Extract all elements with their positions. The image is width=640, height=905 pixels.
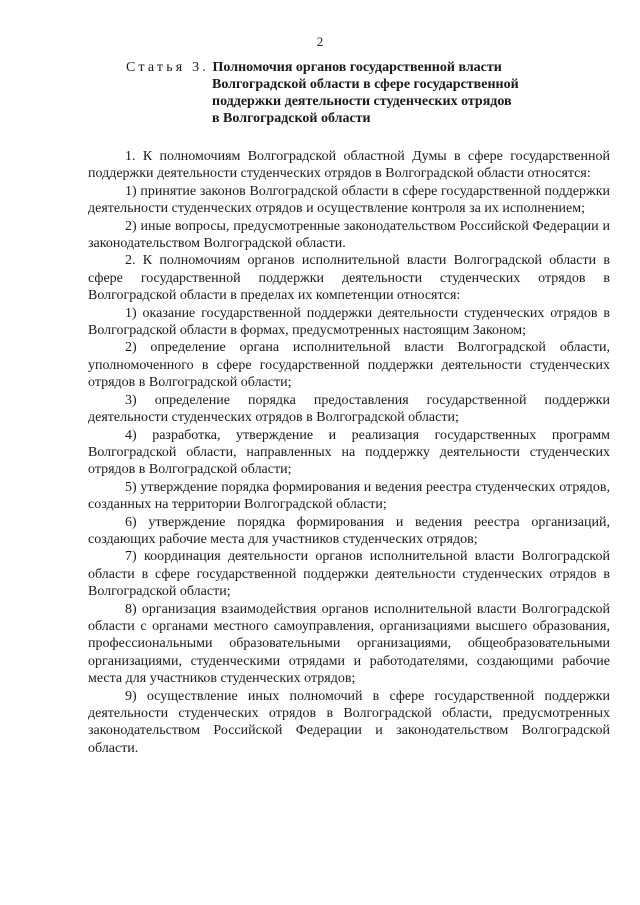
paragraph-executive-item-7: 7) координация деятельности органов исполнительной власти Волгоградской области в сфере государственной поддержки деятельности студенческих отрядов в Волгоградской области; [88, 549, 610, 600]
paragraph-executive-powers: 2. К полномочиям органов исполнительной власти Волгоградской области в сфере государственной поддержки деятельности студенческих отрядов в Волгоградской области в пределах их компетенции относятся: [88, 253, 610, 304]
article-title-line-3: поддержки деятельности студенческих отрядов [212, 94, 512, 109]
paragraph-executive-item-9: 9) осуществление иных полномочий в сфере государственной поддержки деятельности студенческих отрядов в Волгоградской области, предусмотренных законодательством Российской Федерации и законодательством Волгоградской области. [88, 688, 610, 756]
article-title-line-2: Волгоградской области в сфере государственной [212, 77, 519, 92]
article-label: Статья 3. [126, 60, 210, 75]
paragraph-executive-item-5: 5) утверждение порядка формирования и ведения реестра студенческих отрядов, созданных на территории Волгоградской области; [88, 479, 610, 513]
article-title-line-4: в Волгоградской области [212, 111, 371, 126]
paragraph-executive-item-4: 4) разработка, утверждение и реализация государственных программ Волгоградской области, направленных на поддержку деятельности студенческих отрядов в Волгоградской области; [88, 427, 610, 478]
article-heading-first-line [126, 59, 546, 76]
article-body [88, 148, 610, 757]
paragraph-duma-powers: 1. К полномочиям Волгоградской областной Думы в сфере государственной поддержки деятельности студенческих отрядов в Волгоградской области относятся: [88, 149, 610, 182]
paragraph-executive-item-1: 1) оказание государственной поддержки деятельности студенческих отрядов в Волгоградской области в формах, предусмотренных настоящим Законом; [88, 305, 610, 339]
paragraph-duma-item-1: 1) принятие законов Волгоградской области в сфере государственной поддержки деятельности студенческих отрядов и осуществление контроля за их исполнением; [88, 183, 610, 217]
article-title-line-1: Полномочия органов государственной власти [212, 60, 502, 75]
page-number: 2 [316, 34, 324, 49]
article-heading [126, 59, 546, 127]
paragraph-executive-item-8: 8) организация взаимодействия органов исполнительной власти Волгоградской области с органами местного самоуправления, организациями высшего образования, профессиональными образовательными организациями, общеобразовательными организациями, студенческими отрядами и работодателями, создающими рабочие места для участников студенческих отрядов; [88, 601, 610, 687]
paragraph-executive-item-2: 2) определение органа исполнительной власти Волгоградской области, уполномоченного в сфере государственной поддержки деятельности студенческих отрядов в Волгоградской области; [88, 340, 610, 391]
paragraph-duma-item-2: 2) иные вопросы, предусмотренные законодательством Российской Федерации и законодательством Волгоградской области. [88, 218, 610, 252]
paragraph-executive-item-6: 6) утверждение порядка формирования и ведения реестра организаций, создающих рабочие места для участников студенческих отрядов; [88, 514, 610, 547]
paragraph-executive-item-3: 3) определение порядка предоставления государственной поддержки деятельности студенческих отрядов в Волгоградской области; [88, 392, 610, 426]
